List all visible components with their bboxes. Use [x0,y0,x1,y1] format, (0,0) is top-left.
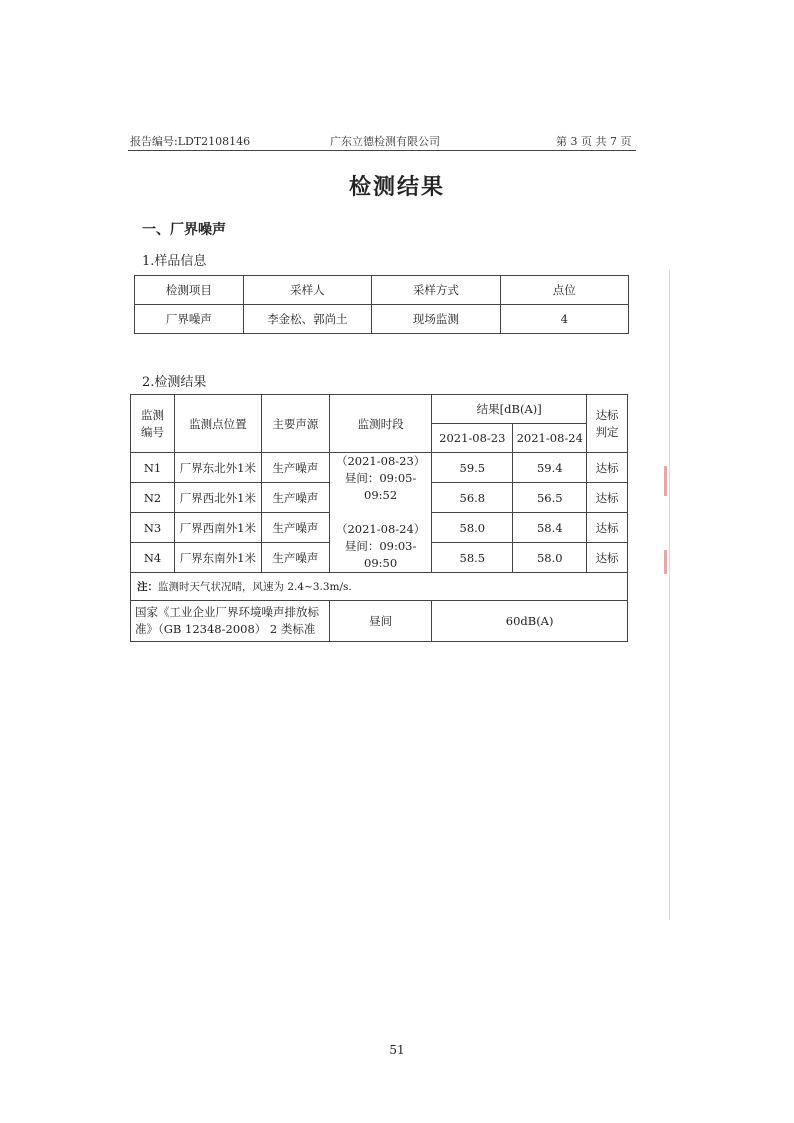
page-number: 51 [389,1043,405,1057]
note-text: 监测时天气状况晴，风速为 2.4~3.3m/s. [158,581,352,593]
standard-limit: 60dB(A) [432,601,628,642]
header-period: 监测时段 [330,395,432,453]
note-row [131,573,628,601]
table-header-cell: 点位 [500,276,628,305]
table-header-cell: 采样人 [243,276,371,305]
period-2-date: （2021-08-24） [335,522,426,536]
sample-info-table [134,275,629,334]
table-header-row [131,395,628,424]
cell-monitor-id: N4 [131,543,175,573]
period-2-time: 昼间：09:03-09:50 [344,539,417,570]
cell-value-day1: 58.5 [432,543,513,573]
standard-line-2: 准》（GB 12348-2008） 2 类标准 [135,622,316,636]
cell-value-day2: 56.5 [513,483,587,513]
cell-value-day2: 58.4 [513,513,587,543]
table-cell: 现场监测 [372,305,500,334]
cell-location: 厂界东南外1米 [175,543,262,573]
standard-row [131,601,628,642]
cell-location: 厂界西南外1米 [175,513,262,543]
cell-value-day1: 58.0 [432,513,513,543]
cell-judge: 达标 [587,483,628,513]
standard-line-1: 国家《工业企业厂界环境噪声排放标 [135,605,319,619]
table-cell: 4 [500,305,628,334]
page-title: 检测结果 [348,175,445,200]
header-result: 结果[dB(A)] [432,395,587,424]
header-location: 监测点位置 [175,395,262,453]
cell-location: 厂界西北外1米 [175,483,262,513]
cell-judge: 达标 [587,543,628,573]
results-heading: 2.检测结果 [142,375,207,390]
table-cell: 厂界噪声 [135,305,244,334]
cell-value-day2: 59.4 [513,453,587,483]
table-header-cell: 采样方式 [372,276,500,305]
period-1-date: （2021-08-23） [335,454,426,468]
cell-judge: 达标 [587,453,628,483]
standard-period: 昼间 [330,601,432,642]
header-date-2: 2021-08-24 [513,424,587,453]
table-header-cell: 检测项目 [135,276,244,305]
table-row [135,305,629,334]
page-info: 第 3 页 共 7 页 [556,135,632,148]
cell-value-day1: 59.5 [432,453,513,483]
sample-info-heading: 1.样品信息 [142,254,207,269]
note-label: 注： [137,581,158,593]
company-name: 广东立德检测有限公司 [330,135,440,148]
cell-monitor-id: N3 [131,513,175,543]
seal-fragment [664,550,667,574]
header-source: 主要声源 [261,395,329,453]
section-heading-noise: 一、厂界噪声 [142,222,226,238]
cell-monitor-id: N1 [131,453,175,483]
table-row [131,453,628,483]
header-divider [128,150,636,151]
report-number: 报告编号:LDT2108146 [130,135,251,148]
cell-source: 生产噪声 [261,453,329,483]
scan-edge-line [669,270,670,920]
cell-period [330,453,432,573]
header-monitor-no: 监测 编号 [131,395,175,453]
cell-location: 厂界东北外1米 [175,453,262,483]
header-judge: 达标 判定 [587,395,628,453]
cell-judge: 达标 [587,513,628,543]
results-table [130,394,628,642]
cell-value-day1: 56.8 [432,483,513,513]
standard-name-cell [131,601,330,642]
cell-monitor-id: N2 [131,483,175,513]
table-header-row [135,276,629,305]
cell-source: 生产噪声 [261,513,329,543]
header-date-1: 2021-08-23 [432,424,513,453]
cell-source: 生产噪声 [261,543,329,573]
cell-source: 生产噪声 [261,483,329,513]
table-cell: 李金松、郭尚土 [243,305,371,334]
period-1-time: 昼间：09:05-09:52 [344,471,417,502]
cell-value-day2: 58.0 [513,543,587,573]
seal-fragment [664,466,667,496]
note-cell [131,573,628,601]
